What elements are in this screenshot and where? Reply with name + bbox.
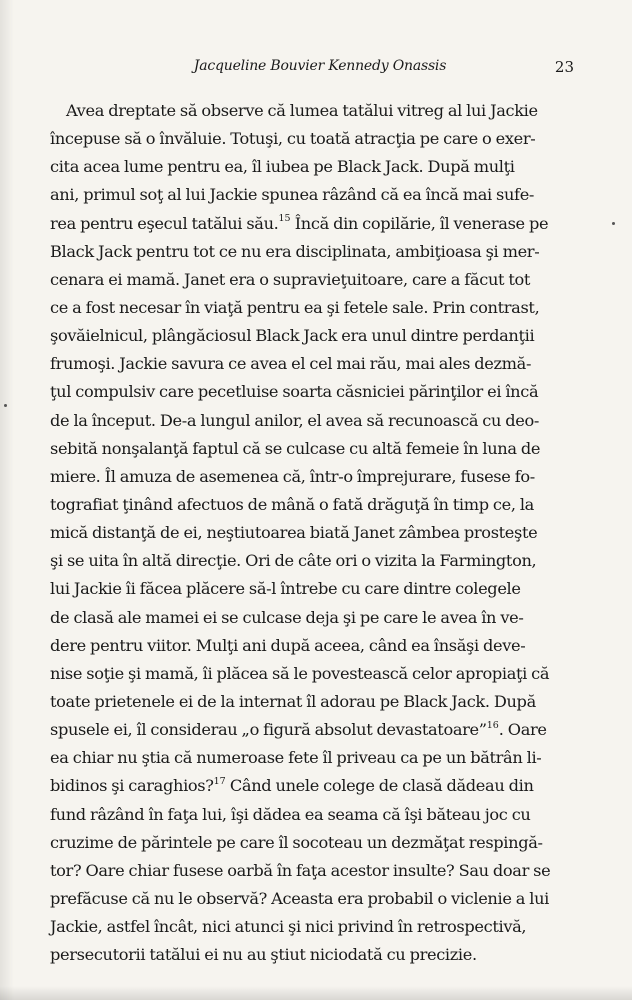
page-number: 23 — [554, 58, 574, 76]
text-line: sebită nonşalanţă faptul că se culcase cu altă femeie în luna de — [50, 438, 541, 458]
text-line: dere pentru viitor. Mulţi ani după aceea, când ea însăşi deve- — [50, 635, 526, 655]
text-line: şovăielnicul, plângăciosul Black Jack era unul dintre perdanţii — [50, 326, 535, 346]
text-segment: spusele ei, îl considerau „o figură absolut devastatoare” — [50, 720, 487, 740]
text-line: persecutorii tatălui ei nu au ştiut niciodată cu precizie. — [50, 945, 477, 965]
text-line: lui Jackie îi făcea plăcere să-l întrebe cu care dintre colegele — [50, 579, 521, 599]
running-header — [0, 58, 632, 80]
text-line: prefăcuse că nu le observă? Aceasta era probabil o viclenie a lui — [50, 888, 549, 908]
text-line — [50, 716, 590, 744]
text-line: ţul compulsiv care pecetluise soarta căsniciei părinţilor ei încă — [50, 382, 539, 402]
text-line — [50, 772, 590, 800]
text-line: de la început. De-a lungul anilor, el avea să recunoască cu deo- — [50, 410, 540, 430]
text-line: ea chiar nu ştia că numeroase fete îl priveau ca pe un bătrân li- — [50, 748, 542, 768]
text-line: tografiat ţinând afectuos de mână o fată drăguţă în timp ce, la — [50, 494, 534, 514]
text-line — [50, 210, 590, 238]
scan-speck — [612, 222, 615, 225]
text-segment: bidinos şi caraghios? — [50, 776, 214, 796]
text-segment: . Oare — [498, 720, 547, 740]
text-line: cenara ei mamă. Janet era o supravieţuitoare, care a făcut tot — [50, 269, 531, 289]
text-line: Avea dreptate să observe că lumea tatălui vitreg al lui Jackie — [66, 101, 538, 120]
footnote-marker: 16 — [486, 719, 499, 731]
text-line: începuse să o învăluie. Totuşi, cu toată atracţia pe care o exer- — [50, 129, 536, 149]
text-line: tor? Oare chiar fusese oarbă în faţa acestor insulte? Sau doar se — [50, 860, 551, 880]
text-segment: Încă din copilărie, îl venerase pe — [290, 213, 549, 233]
text-line: cita acea lume pentru ea, îl iubea pe Black Jack. După mulţi — [50, 157, 515, 177]
text-line: Jackie, astfel încât, nici atunci şi nici privind în retrospectivă, — [50, 917, 527, 937]
page-bottom-edge — [0, 986, 632, 1000]
header-title: Jacqueline Bouvier Kennedy Onassis — [193, 58, 447, 74]
page-gutter-shadow — [0, 0, 14, 1000]
text-line: cruzime de părintele pe care îl socoteau un dezmăţat respingă- — [50, 832, 543, 852]
text-line: miere. Îl amuza de asemenea că, într-o împrejurare, fusese fo- — [50, 466, 535, 486]
text-line: nise soţie şi mamă, îi plăcea să le povestească celor apropiaţi că — [50, 663, 550, 683]
text-line: şi se uita în altă direcţie. Ori de câte ori o vizita la Farmington, — [50, 551, 537, 571]
text-line: frumoşi. Jackie savura ce avea el cel mai rău, mai ales dezmă- — [50, 354, 532, 374]
text-line: de clasă ale mamei ei se culcase deja şi pe care le avea în ve- — [50, 607, 524, 627]
footnote-marker: 17 — [213, 775, 226, 787]
text-line: Black Jack pentru tot ce nu era disciplinata, ambiţioasa şi mer- — [50, 241, 540, 261]
text-line: ce a fost necesar în viaţă pentru ea şi fetele sale. Prin contrast, — [50, 297, 540, 317]
text-line: toate prietenele ei de la internat îl adorau pe Black Jack. După — [50, 691, 536, 711]
text-line: mică distanţă de ei, neştiutoarea biată Janet zâmbea prosteşte — [50, 523, 538, 543]
text-line: fund râzând în faţa lui, îşi dădea ea seama că îşi băteau joc cu — [50, 804, 531, 824]
scan-speck — [4, 404, 7, 407]
text-segment: Când unele colege de clasă dădeau din — [225, 776, 534, 796]
text-segment: rea pentru eşecul tatălui său. — [50, 213, 279, 233]
footnote-marker: 15 — [278, 213, 291, 225]
text-line: ani, primul soţ al lui Jackie spunea râzând că ea încă mai sufe- — [50, 185, 535, 205]
body-paragraph — [50, 97, 590, 969]
